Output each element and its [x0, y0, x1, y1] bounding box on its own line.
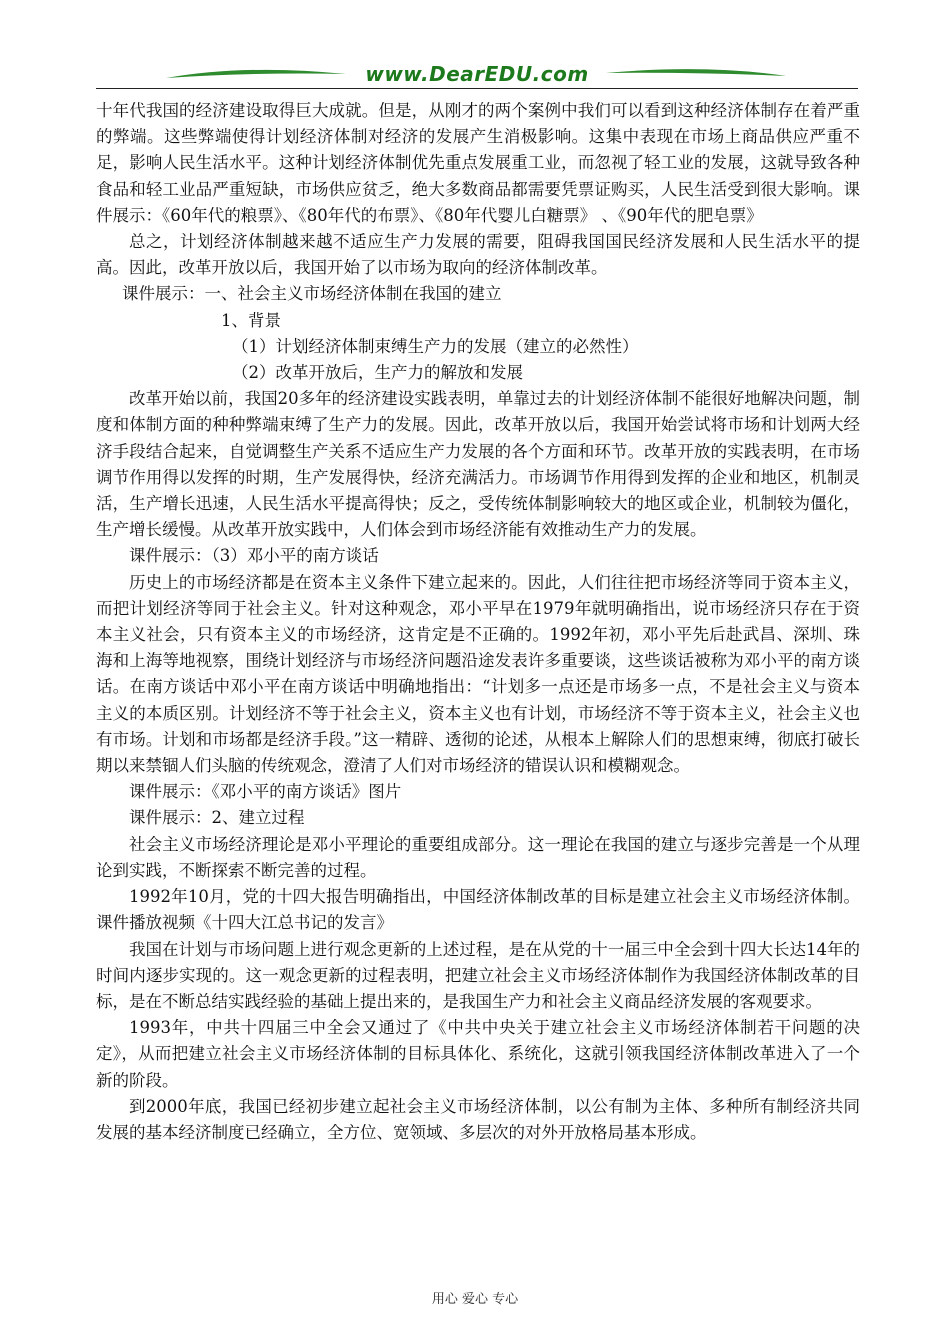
site-logo-text: www.DearEDU.com — [365, 62, 589, 86]
paragraph-2000: 到2000年底，我国已经初步建立起社会主义市场经济体制，以公有制为主体、多种所有制经济共同发展的基本经济制度已经确立，全方位、宽领域、多层次的对外开放格局基本形成。 — [96, 1096, 860, 1142]
paragraph-1993: 1993年，中共十四届三中全会又通过了《中共中央关于建立社会主义市场经济体制若干问题的决定》，从而把建立社会主义市场经济体制的目标具体化、系统化，这就引领我国经济体制改革进入了一个新的阶段。 — [96, 1018, 860, 1090]
paragraph-reform: 改革开始以前，我国20多年的经济建设实践表明，单靠过去的计划经济体制不能很好地解决问题，制度和体制方面的种种弊端束缚了生产力的发展。因此，改革开放以后，我国开始尝试将市场和计划两大经济手段结合起来，自觉调整生产关系不适应生产力发展的各个方面和环节。改革开放的实践表明，在市场调节作用得以发挥的时期，生产发展得快，经济充满活力。市场调节作用得到发挥的企业和地区，机制灵活，生产增长迅速，人民生活水平提高得快；反之，受传统体制影响较大的地区或企业，机制较为僵化，生产增长缓慢。从改革开放实践中，人们体会到市场经济能有效推动生产力的发展。 — [96, 389, 860, 540]
page-header — [96, 60, 858, 90]
document-body — [96, 98, 860, 1146]
paragraph-intro: 十年代我国的经济建设取得巨大成就。但是，从刚才的两个案例中我们可以看到这种经济体制存在着严重的弊端。这些弊端使得计划经济体制对经济的发展产生消极影响。这集中表现在市场上商品供应严重不足，影响人民生活水平。这种计划经济体制优先重点发展重工业，而忽视了轻工业的发展，这就导致各种食品和轻工业品严重短缺，市场供应贫乏，绝大多数商品都需要凭票证购买，人民生活受到很大影响。课件展示：《60年代的粮票》、《80年代的布票》、《80年代婴儿白糖票》 、《90年代的肥皂票》 — [96, 101, 860, 225]
heading-point-1: （1）计划经济体制束缚生产力的发展（建立的必然性） — [232, 336, 639, 356]
paragraph-1992: 1992年10月，党的十四大报告明确指出，中国经济体制改革的目标是建立社会主义市场经济体制。课件播放视频《十四大江总书记的发言》 — [96, 887, 860, 933]
heading-process: 课件展示：2、建立过程 — [129, 808, 305, 828]
paragraph-concept-update: 我国在计划与市场问题上进行观念更新的上述过程，是在从党的十一届三中全会到十四大长达14年的时间内逐步实现的。这一观念更新的过程表明，把建立社会主义市场经济体制作为我国经济体制改革的目标，是在不断总结实践经验的基础上提出来的，是我国生产力和社会主义商品经济发展的客观要求。 — [96, 939, 860, 1011]
paragraph-market-economy: 历史上的市场经济都是在资本主义条件下建立起来的。因此，人们往往把市场经济等同于资本主义，而把计划经济等同于社会主义。针对这种观念，邓小平早在1979年就明确指出，说市场经济只存在于资本主义社会，只有资本主义的市场经济，这肯定是不正确的。1992年初，邓小平先后赴武昌、深圳、珠海和上海等地视察，围绕计划经济与市场经济问题沿途发表许多重要谈，这些谈话被称为邓小平的南方谈话。在南方谈话中邓小平在南方谈话中明确地指出：“计划多一点还是市场多一点，不是社会主义与资本主义的本质区别。计划经济不等于社会主义，资本主义也有计划，市场经济不等于资本主义，社会主义也有市场。计划和市场都是经济手段。”这一精辟、透彻的论述，从根本上解除人们的思想束缚，彻底打破长期以来禁锢人们头脑的传统观念，澄清了人们对市场经济的错误认识和模糊观念。 — [96, 572, 860, 776]
paragraph-theory: 社会主义市场经济理论是邓小平理论的重要组成部分。这一理论在我国的建立与逐步完善是一个从理论到实践，不断探索不断完善的过程。 — [96, 834, 860, 880]
heading-background: 1、背景 — [221, 310, 281, 330]
header-divider — [96, 88, 858, 89]
page-footer: 用心 爱心 专心 — [431, 1292, 519, 1307]
heading-southern-talks: 课件展示：（3）邓小平的南方谈话 — [129, 546, 379, 566]
heading-section-1: 课件展示：一、社会主义市场经济体制在我国的建立 — [122, 284, 502, 304]
paragraph-summary: 总之，计划经济体制越来越不适应生产力发展的需要，阻碍我国国民经济发展和人民生活水平的提高。因此，改革开放以后，我国开始了以市场为取向的经济体制改革。 — [96, 232, 860, 278]
courseware-picture-note: 课件展示：《邓小平的南方谈话》图片 — [129, 782, 402, 802]
heading-point-2: （2）改革开放后，生产力的解放和发展 — [232, 363, 523, 383]
